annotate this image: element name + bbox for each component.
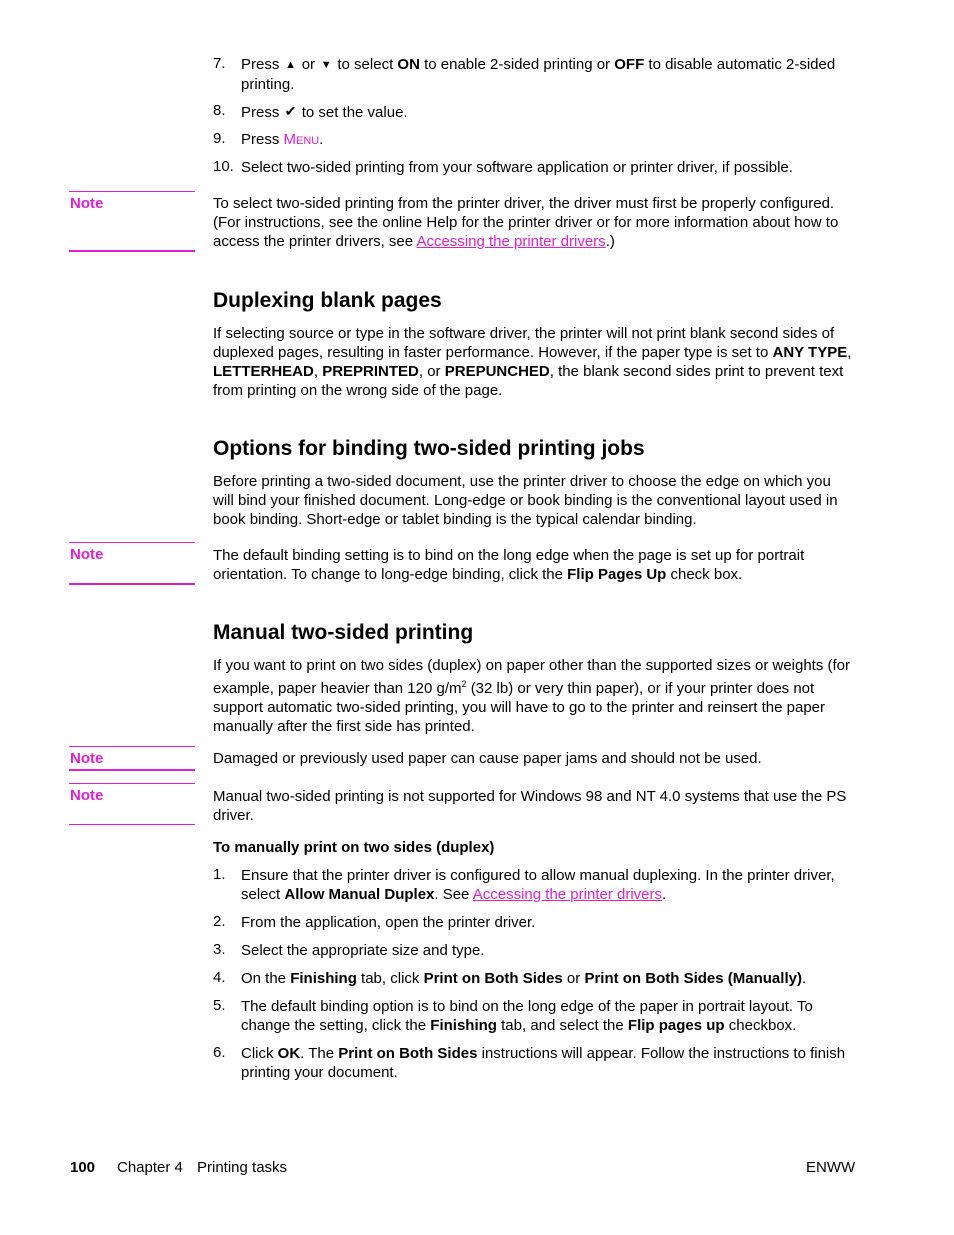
note-rule-top — [69, 191, 195, 192]
proc-step-2: From the application, open the printer driver. — [241, 914, 536, 931]
body-text: If selecting source or type in the software driver, the printer will not print blank second sides of duplexed pages, resulting in faster performance. However, if the paper type is set to — [213, 325, 835, 361]
note-2-text — [213, 546, 853, 584]
step-text: . See — [434, 886, 470, 903]
step-text: checkbox. — [728, 1017, 797, 1034]
step-number: 3. — [213, 941, 226, 958]
step-text: Ensure that the printer driver is configured to allow manual duplexing. In the printer driver, select — [241, 867, 835, 903]
section-heading: Duplexing blank pages — [213, 289, 442, 312]
paper-type-any: ANY TYPE — [772, 344, 848, 361]
accessing-drivers-link[interactable]: Accessing the printer drivers — [472, 886, 662, 903]
step-text: . The — [300, 1045, 335, 1062]
page-number: 100 — [70, 1159, 96, 1176]
menu-key: Menu — [283, 131, 320, 148]
note-label: Note — [70, 787, 104, 804]
binding-paragraph: Before printing a two-sided document, use the printer driver to choose the edge on which you will bind your finished document. Long-edge or book binding is the conventional layout used in book binding. Short-edge or tablet binding is the typical calendar binding. — [213, 473, 838, 528]
manual-paragraph — [213, 656, 853, 736]
step-text: . — [801, 970, 807, 987]
print-both-sides: Print on Both Sides — [338, 1045, 478, 1062]
off-keyword: OFF — [614, 56, 645, 73]
step-text: . — [319, 131, 324, 148]
up-arrow-icon: ▲ — [285, 59, 296, 71]
note-text: check box. — [670, 566, 743, 583]
step-text: to enable 2-sided printing or — [424, 56, 611, 73]
note-label: Note — [70, 195, 104, 212]
step-text: Press — [241, 131, 280, 148]
step-text: Click — [241, 1045, 274, 1062]
note-rule-bottom — [69, 769, 195, 771]
check-icon: ✔ — [284, 103, 297, 119]
step-text: tab, and select the — [501, 1017, 624, 1034]
note-rule-bottom — [69, 583, 195, 585]
step-text: to set the value. — [301, 104, 408, 121]
finishing-tab: Finishing — [430, 1017, 497, 1034]
note-rule-bottom — [69, 824, 195, 825]
step-text: or — [301, 56, 316, 73]
note-text: .) — [605, 233, 615, 250]
step-text: On the — [241, 970, 287, 987]
proc-step-1 — [241, 866, 851, 904]
note-rule-top — [69, 542, 195, 543]
step-8 — [241, 102, 851, 122]
step-number: 7. — [213, 55, 226, 72]
flip-pages-up: Flip Pages Up — [567, 566, 667, 583]
down-arrow-icon: ▼ — [320, 59, 332, 71]
step-number: 8. — [213, 102, 226, 119]
step-text: . — [662, 886, 667, 903]
body-text: If you want to print on two sides (duplex) on paper other than the supported sizes or weights (for example, paper heavier than 120 g/m — [213, 657, 851, 697]
step-number: 2. — [213, 913, 226, 930]
proc-step-3: Select the appropriate size and type. — [241, 942, 485, 959]
step-10: Select two-sided printing from your software application or printer driver, if possible. — [241, 159, 793, 176]
step-text: or — [566, 970, 581, 987]
finishing-tab: Finishing — [290, 970, 357, 987]
superscript: 2 — [461, 679, 467, 689]
step-number: 1. — [213, 866, 226, 883]
step-number: 9. — [213, 130, 226, 147]
note-rule-top — [69, 783, 195, 784]
section-heading: Options for binding two-sided printing jobs — [213, 437, 645, 460]
step-text: to disable automatic 2-sided printing. — [241, 56, 836, 93]
step-text: instructions will appear. Follow the instructions to finish printing your document. — [241, 1045, 846, 1081]
print-both-sides-manually: Print on Both Sides (Manually) — [584, 970, 802, 987]
chapter-label: Chapter 4 — [117, 1159, 183, 1176]
paper-type-preprinted: PREPRINTED — [322, 363, 419, 380]
paper-type-prepunched: PREPUNCHED — [444, 363, 550, 380]
step-9 — [241, 130, 851, 149]
proc-step-5 — [241, 997, 851, 1035]
footer-right: ENWW — [806, 1159, 856, 1176]
step-text: Press — [241, 56, 280, 73]
punct: , or — [418, 363, 441, 380]
step-text: tab, click — [361, 970, 420, 987]
note-rule-top — [69, 746, 195, 747]
punct: , — [313, 363, 319, 380]
step-number: 6. — [213, 1044, 226, 1061]
step-text: to select — [337, 56, 394, 73]
allow-manual-duplex: Allow Manual Duplex — [284, 886, 435, 903]
note-label: Note — [70, 546, 104, 563]
punct: , — [847, 344, 852, 361]
note-label: Note — [70, 750, 104, 767]
step-text: The default binding option is to bind on the long edge of the paper in portrait layout. To change the setting, click the — [241, 998, 813, 1034]
step-text: Press — [241, 104, 280, 121]
duplexing-paragraph — [213, 324, 853, 400]
ok-button-ref: OK — [277, 1045, 301, 1062]
section-heading: Manual two-sided printing — [213, 621, 474, 644]
section-label: Printing tasks — [197, 1159, 288, 1176]
proc-step-6 — [241, 1044, 851, 1082]
note-text: To select two-sided printing from the printer driver, the driver must first be properly configured. (For instructions, see the online Help for the printer driver or for more information about how to access the printer drivers, see — [213, 195, 839, 250]
body-text: , the blank second sides print to prevent text from printing on the wrong side of the page. — [213, 363, 844, 399]
step-number: 10. — [213, 158, 234, 175]
accessing-drivers-link[interactable]: Accessing the printer drivers — [416, 233, 606, 250]
step-7 — [241, 55, 851, 94]
note-rule-bottom — [69, 250, 195, 252]
note-1-text — [213, 194, 853, 251]
note-4-text: Manual two-sided printing is not supported for Windows 98 and NT 4.0 systems that use the PS driver. — [213, 788, 847, 824]
step-number: 4. — [213, 969, 226, 986]
procedure-heading: To manually print on two sides (duplex) — [213, 839, 495, 856]
body-text: (32 lb) or very thin paper), or if your printer does not support automatic two-sided printing, you will have to go to the printer and reinsert the paper manually after the first side has printed. — [213, 680, 826, 735]
flip-pages-up: Flip pages up — [627, 1017, 725, 1034]
note-text: The default binding setting is to bind on the long edge when the page is set up for portrait orientation. To change to long-edge binding, click the — [213, 547, 805, 583]
print-both-sides: Print on Both Sides — [423, 970, 563, 987]
note-3-text: Damaged or previously used paper can cause paper jams and should not be used. — [213, 750, 762, 767]
paper-type-letterhead: LETTERHEAD — [213, 363, 314, 380]
step-number: 5. — [213, 997, 226, 1014]
on-keyword: ON — [397, 56, 420, 73]
proc-step-4 — [241, 969, 851, 988]
